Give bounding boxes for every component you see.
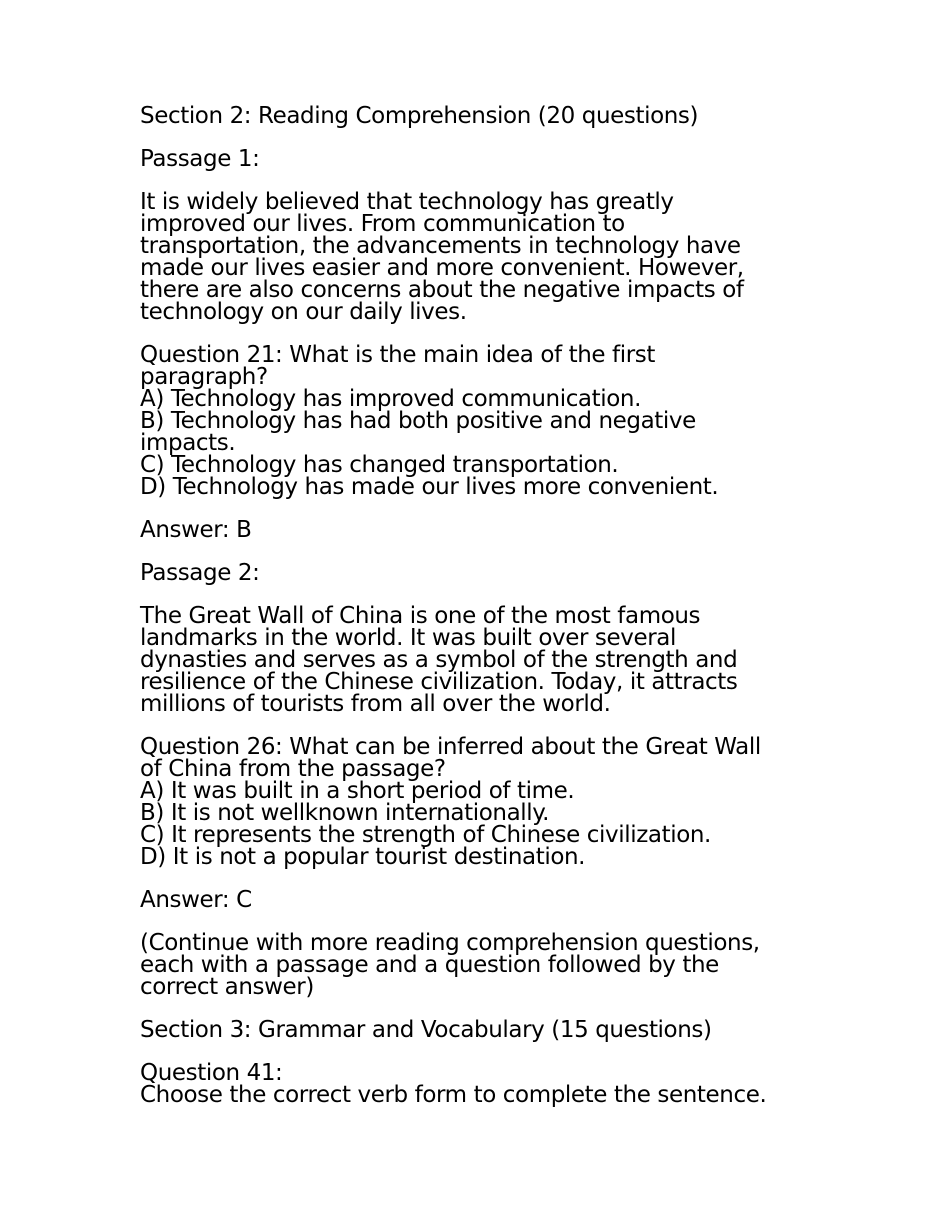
question-26-option: C) It represents the strength of Chinese civilization. bbox=[140, 822, 711, 848]
passage-2-line: The Great Wall of China is one of the most famous bbox=[140, 603, 701, 629]
question-21-prompt: Question 21: What is the main idea of the first bbox=[140, 342, 655, 368]
question-21-option: D) Technology has made our lives more convenient. bbox=[140, 474, 719, 500]
continue-note bbox=[140, 932, 820, 998]
question-21-option: C) Technology has changed transportation. bbox=[140, 452, 619, 478]
section-2-heading: Section 2: Reading Comprehension (20 questions) bbox=[140, 103, 699, 129]
question-26-option: A) It was built in a short period of time. bbox=[140, 778, 575, 804]
document-page bbox=[140, 105, 820, 1127]
question-21 bbox=[140, 344, 820, 498]
continue-note-line: correct answer) bbox=[140, 974, 314, 1000]
question-21-answer: Answer: B bbox=[140, 517, 252, 543]
question-41 bbox=[140, 1062, 820, 1106]
passage-1-text bbox=[140, 191, 820, 323]
question-26-option: B) It is not wellknown internationally. bbox=[140, 800, 550, 826]
question-26 bbox=[140, 736, 820, 868]
passage-1-line: made our lives easier and more convenient. However, bbox=[140, 255, 744, 281]
passage-1-label: Passage 1: bbox=[140, 146, 260, 172]
question-26-answer: Answer: C bbox=[140, 887, 252, 913]
passage-1-line: It is widely believed that technology has greatly bbox=[140, 189, 674, 215]
question-21-option: impacts. bbox=[140, 430, 236, 456]
passage-1-line: there are also concerns about the negative impacts of bbox=[140, 277, 744, 303]
question-21-prompt: paragraph? bbox=[140, 364, 268, 390]
passage-1-line: transportation, the advancements in technology have bbox=[140, 233, 741, 259]
question-41-line: Question 41: bbox=[140, 1060, 283, 1086]
question-26-option: D) It is not a popular tourist destination. bbox=[140, 844, 586, 870]
question-26-prompt: of China from the passage? bbox=[140, 756, 446, 782]
passage-2-text bbox=[140, 605, 820, 715]
continue-note-line: (Continue with more reading comprehension questions, bbox=[140, 930, 760, 956]
passage-2-label: Passage 2: bbox=[140, 560, 260, 586]
passage-1-line: improved our lives. From communication to bbox=[140, 211, 625, 237]
passage-2-line: resilience of the Chinese civilization. Today, it attracts bbox=[140, 669, 738, 695]
continue-note-line: each with a passage and a question followed by the bbox=[140, 952, 719, 978]
passage-2-line: dynasties and serves as a symbol of the strength and bbox=[140, 647, 738, 673]
question-21-option: A) Technology has improved communication. bbox=[140, 386, 641, 412]
passage-2-line: landmarks in the world. It was built over several bbox=[140, 625, 676, 651]
question-21-option: B) Technology has had both positive and negative bbox=[140, 408, 696, 434]
question-41-line: Choose the correct verb form to complete the sentence. bbox=[140, 1082, 767, 1108]
passage-1-line: technology on our daily lives. bbox=[140, 299, 467, 325]
question-26-prompt: Question 26: What can be inferred about the Great Wall bbox=[140, 734, 761, 760]
passage-2-line: millions of tourists from all over the world. bbox=[140, 691, 611, 717]
section-3-heading: Section 3: Grammar and Vocabulary (15 questions) bbox=[140, 1017, 712, 1043]
